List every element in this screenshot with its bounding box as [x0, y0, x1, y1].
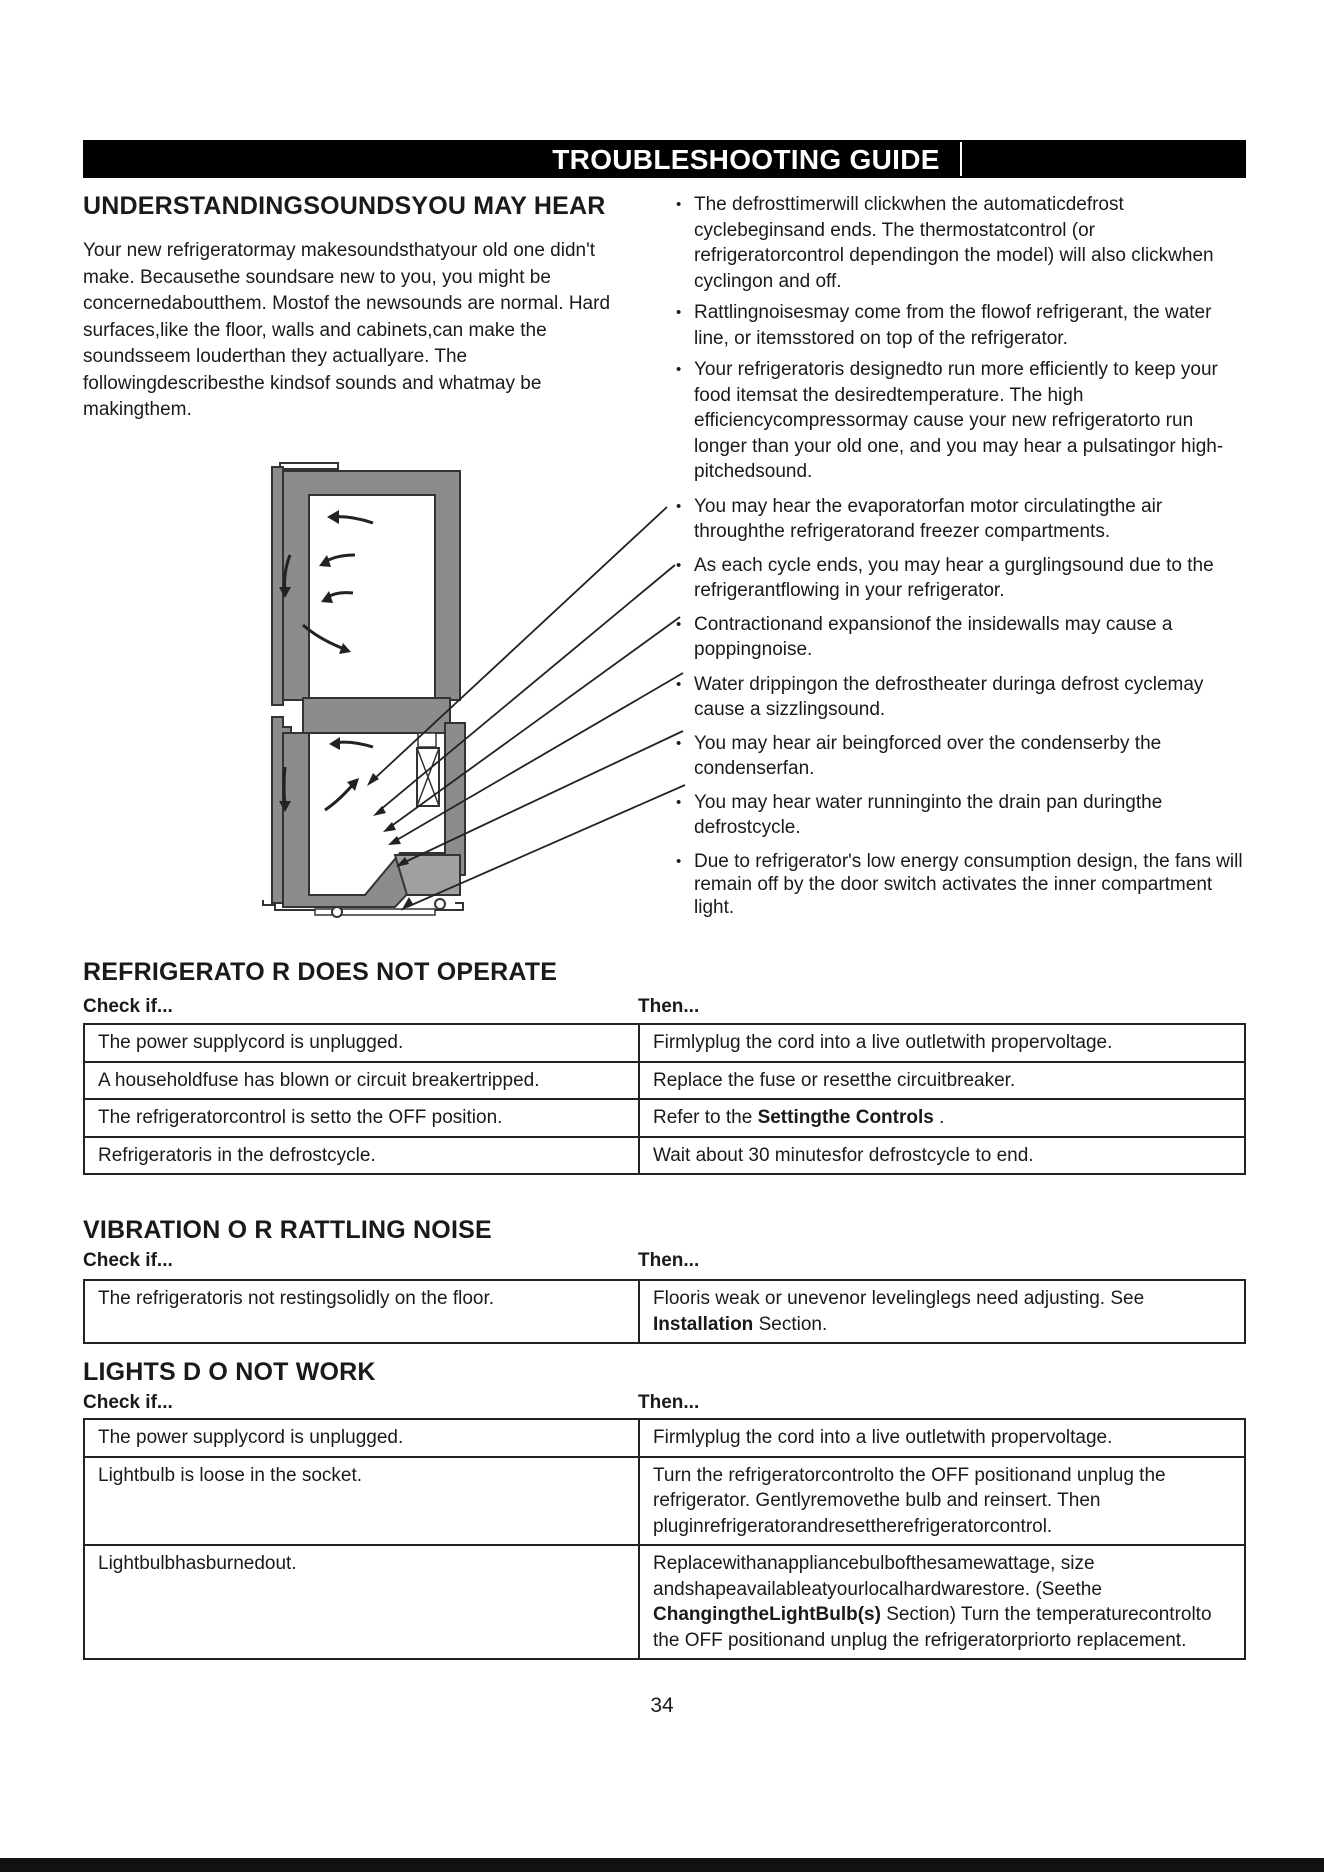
- sound-bullet: • As each cycle ends, you may hear a gurglingsound due to the refrigerantflowing in your refrigerator.: [676, 553, 1246, 604]
- lights-table: [83, 1418, 1246, 1660]
- then-column-label: Then...: [638, 996, 700, 1017]
- then-text: Section.: [753, 1313, 828, 1335]
- check-cell: The power supplycord is unplugged.: [84, 1024, 639, 1062]
- then-cell: [639, 1545, 1245, 1659]
- table-row: [84, 1024, 1245, 1062]
- then-cell: Turn the refrigeratorcontrolto the OFF positionand unplug the refrigerator. Gentlyremovethe bulb and reinsert. Then pluginrefrigeratorandresettherefrigeratorcontrol.: [639, 1457, 1245, 1546]
- settings-reference: Settingthe Controls: [757, 1107, 934, 1128]
- title-banner: [83, 140, 1246, 178]
- then-text: Flooris weak or unevenor levelinglegs need adjusting. See: [653, 1288, 1145, 1309]
- check-cell: A householdfuse has blown or circuit breakertripped.: [84, 1062, 639, 1100]
- table-row: [84, 1280, 1245, 1343]
- installation-reference: Installation: [653, 1313, 754, 1335]
- table-row: [84, 1457, 1245, 1546]
- sound-bullet: • You may hear air beingforced over the condenserby the condenserfan.: [676, 731, 1246, 782]
- then-cell: [639, 1280, 1245, 1343]
- check-column-label: Check if...: [83, 1250, 173, 1271]
- sounds-intro-paragraph: Your new refrigeratormay makesoundsthatyour old one didn't make. Becausethe soundsare new to you, you might be concernedaboutthem. Mostof the newsounds are normal. Hard surfaces,like the floor, walls and cabinets,can make the soundsseem louderthan they actuallyare. The followingdescribesthe kindsof sounds and whatmay be makingthem.: [83, 240, 611, 420]
- page-bottom-edge: [0, 1858, 1324, 1872]
- check-cell: Lightbulbhasburnedout.: [84, 1545, 639, 1659]
- check-column-label: Check if...: [83, 1392, 173, 1413]
- sound-bullet-list: [676, 192, 1246, 919]
- table-row: [84, 1419, 1245, 1457]
- then-cell: Firmlyplug the cord into a live outletwith propervoltage.: [639, 1024, 1245, 1062]
- check-cell: Lightbulb is loose in the socket.: [84, 1457, 639, 1546]
- check-column-label: Check if...: [83, 996, 173, 1017]
- sound-bullet: • Water drippingon the defrostheater duringa defrost cyclemay cause a sizzlingsound.: [676, 672, 1246, 723]
- section-heading-lights: LIGHTS D O NOT WORK: [83, 1358, 376, 1386]
- sound-bullet: • The defrosttimerwill clickwhen the automaticdefrost cyclebeginsand ends. The thermostatcontrol (or refrigeratorcontrol dependingon the model) will also clickwhen cyclingon and off.: [676, 192, 1246, 294]
- section-heading-vibration: VIBRATION O R RATTLING NOISE: [83, 1216, 492, 1244]
- check-cell: The power supplycord is unplugged.: [84, 1419, 639, 1457]
- section-heading-sounds: UNDERSTANDINGSOUNDSYOU MAY HEAR: [83, 192, 606, 220]
- then-text: Replacewithanappliancebulbofthesamewattage, size andshapeavailableatyourlocalhardwarestore. (Seethe: [653, 1553, 1102, 1600]
- then-text: Section) Turn the temperaturecontrolto the OFF positionand unplug the refrigeratorpriorto replacement.: [653, 1604, 1212, 1651]
- then-column-label: Then...: [638, 1250, 700, 1271]
- sound-bullet: • Rattlingnoisesmay come from the flowof refrigerant, the water line, or itemsstored on top of the refrigerator.: [676, 300, 1246, 351]
- page-title: TROUBLESHOOTING GUIDE: [552, 144, 940, 175]
- not-operate-table: [83, 1023, 1246, 1175]
- lightbulb-reference: ChangingtheLightBulb(s): [653, 1604, 881, 1625]
- then-text: Refer to the: [653, 1107, 758, 1128]
- table-row: [84, 1062, 1245, 1100]
- sound-bullet: • You may hear the evaporatorfan motor circulatingthe air throughthe refrigeratorand freezer compartments.: [676, 494, 1246, 545]
- table-row: [84, 1545, 1245, 1659]
- check-cell: The refrigeratorcontrol is setto the OFF position.: [84, 1099, 639, 1137]
- vibration-table: [83, 1279, 1246, 1344]
- then-cell: Replace the fuse or resetthe circuitbreaker.: [639, 1062, 1245, 1100]
- then-cell: Firmlyplug the cord into a live outletwith propervoltage.: [639, 1419, 1245, 1457]
- check-cell: Refrigeratoris in the defrostcycle.: [84, 1137, 639, 1175]
- sound-bullet: • Contractionand expansionof the insidewalls may cause a poppingnoise.: [676, 612, 1246, 663]
- refrigerator-diagram: [255, 455, 695, 925]
- check-cell: The refrigeratoris not restingsolidly on the floor.: [84, 1280, 639, 1343]
- table-row: [84, 1099, 1245, 1137]
- sound-bullet: • You may hear water runninginto the drain pan duringthe defrostcycle.: [676, 790, 1246, 841]
- page-number: 34: [650, 1694, 674, 1717]
- banner-divider: [960, 142, 962, 176]
- table-row: [84, 1137, 1245, 1175]
- then-cell: [639, 1099, 1245, 1137]
- section-heading-not-operate: REFRIGERATO R DOES NOT OPERATE: [83, 958, 558, 986]
- then-column-label: Then...: [638, 1392, 700, 1413]
- then-text: .: [933, 1107, 945, 1128]
- sound-bullet: • Your refrigeratoris designedto run more efficiently to keep your food itemsat the desiredtemperature. The high efficiencycompressormay cause your new refrigeratorto run longer than your old one, and you may hear a pulsatingor high-pitchedsound.: [676, 357, 1246, 485]
- then-cell: Wait about 30 minutesfor defrostcycle to end.: [639, 1137, 1245, 1175]
- sound-bullet: • Due to refrigerator's low energy consumption design, the fans will remain off by the door switch activates the inner compartment light.: [676, 850, 1246, 919]
